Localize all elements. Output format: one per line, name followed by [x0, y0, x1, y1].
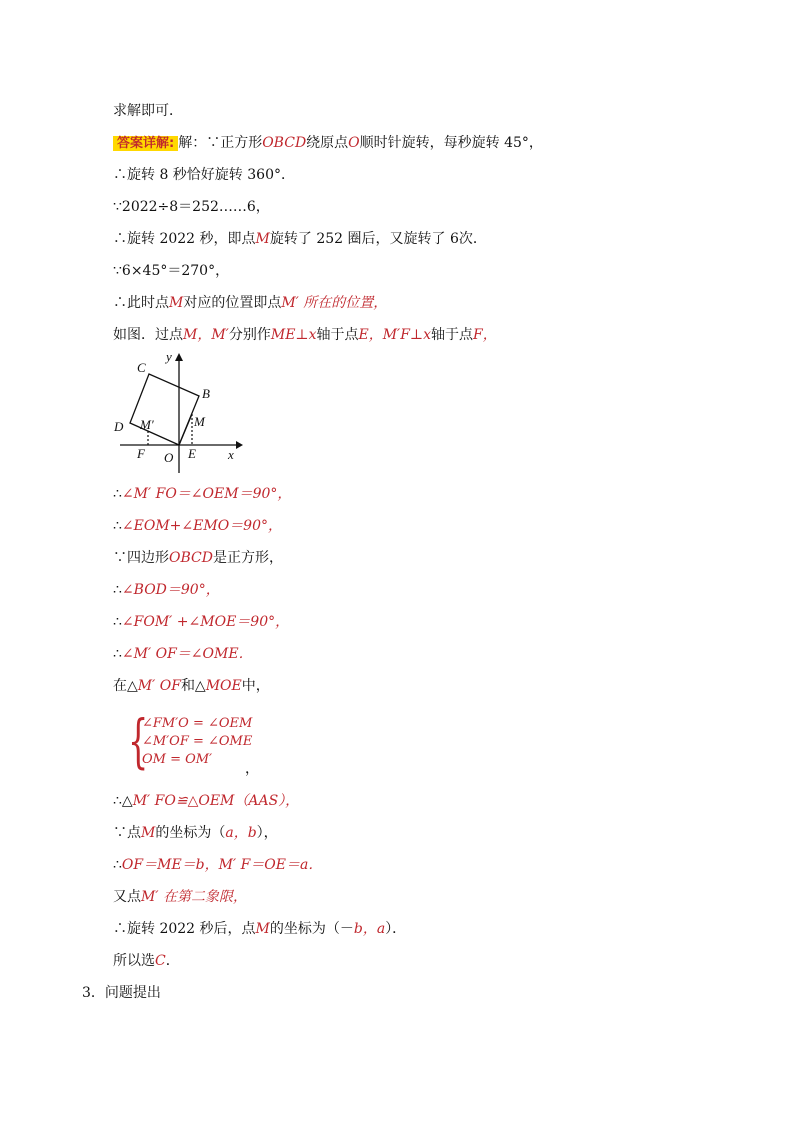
text-line-7: ∴此时点M对应的位置即点M′ 所在的位置，	[113, 295, 388, 311]
label-m: M	[194, 414, 205, 429]
system-brace: {	[128, 707, 149, 775]
system-row-1: ∠FM′O = ∠OEM	[142, 716, 253, 731]
label-f: F	[137, 446, 145, 461]
text-line-1: 求解即可．	[113, 103, 183, 119]
y-axis-arrow	[175, 353, 183, 361]
text-line-18: ∴OF＝ME＝b，M′ F＝OE＝a．	[113, 857, 323, 873]
segment-om	[179, 414, 192, 445]
system-row-2: ∠M′OF = ∠OME	[142, 734, 253, 749]
text-line-12: ∴∠BOD＝90°，	[113, 582, 220, 598]
rotated-square-figure	[108, 348, 248, 473]
label-y: y	[166, 349, 172, 364]
text-line-14: ∴∠M′ OF＝∠OME．	[113, 646, 253, 662]
label-m-prime: M′	[140, 417, 154, 432]
system-comma: ，	[245, 761, 259, 777]
text-line-20: ∴旋转 2022 秒后，点M的坐标为（－b，a）．	[113, 921, 407, 937]
label-b: B	[202, 386, 210, 401]
text-line-17: ∵点M的坐标为（a，b），	[113, 825, 278, 841]
text-line-13: ∴∠FOM′ +∠MOE＝90°，	[113, 614, 290, 630]
square-obcd	[130, 374, 199, 445]
text-line-3: ∴旋转 8 秒恰好旋转 360°．	[113, 167, 295, 183]
label-d: D	[114, 419, 124, 434]
section-heading-3: 3．问题提出	[82, 985, 161, 1001]
text-line-21: 所以选C．	[113, 953, 180, 969]
label-c: C	[137, 360, 146, 375]
text-line-6: ∵6×45°＝270°，	[113, 263, 230, 279]
answer-detail-tag: 答案详解:	[113, 136, 178, 151]
label-o: O	[164, 450, 174, 465]
text-line-15: 在△M′ OF和△MOE中，	[113, 678, 270, 694]
text-line-8: 如图．过点M，M′分别作ME⊥x轴于点E，M′F⊥x轴于点F，	[113, 327, 497, 343]
segment-omp	[148, 431, 179, 445]
label-e: E	[188, 446, 196, 461]
text-line-11: ∵四边形OBCD是正方形，	[113, 550, 283, 566]
label-x: x	[228, 447, 234, 462]
text-line-5: ∴旋转 2022 秒，即点M旋转了 252 圈后，又旋转了 6次．	[113, 231, 487, 247]
text-line-9: ∴∠M′ FO＝∠OEM＝90°，	[113, 486, 292, 502]
x-axis-arrow	[236, 441, 243, 449]
system-row-3: OM = OM′	[142, 752, 213, 767]
text-line-4: ∵2022÷8＝252……6，	[113, 199, 270, 215]
text-line-19: 又点M′ 在第二象限，	[113, 889, 247, 905]
answer-detail-line: 答案详解: 解：∵正方形OBCD绕原点O顺时针旋转，每秒旋转 45°，	[113, 134, 543, 153]
text-line-16: ∴△M′ FO≌△OEM（AAS），	[113, 793, 300, 809]
text-line-10: ∴∠EOM+∠EMO＝90°，	[113, 518, 282, 534]
